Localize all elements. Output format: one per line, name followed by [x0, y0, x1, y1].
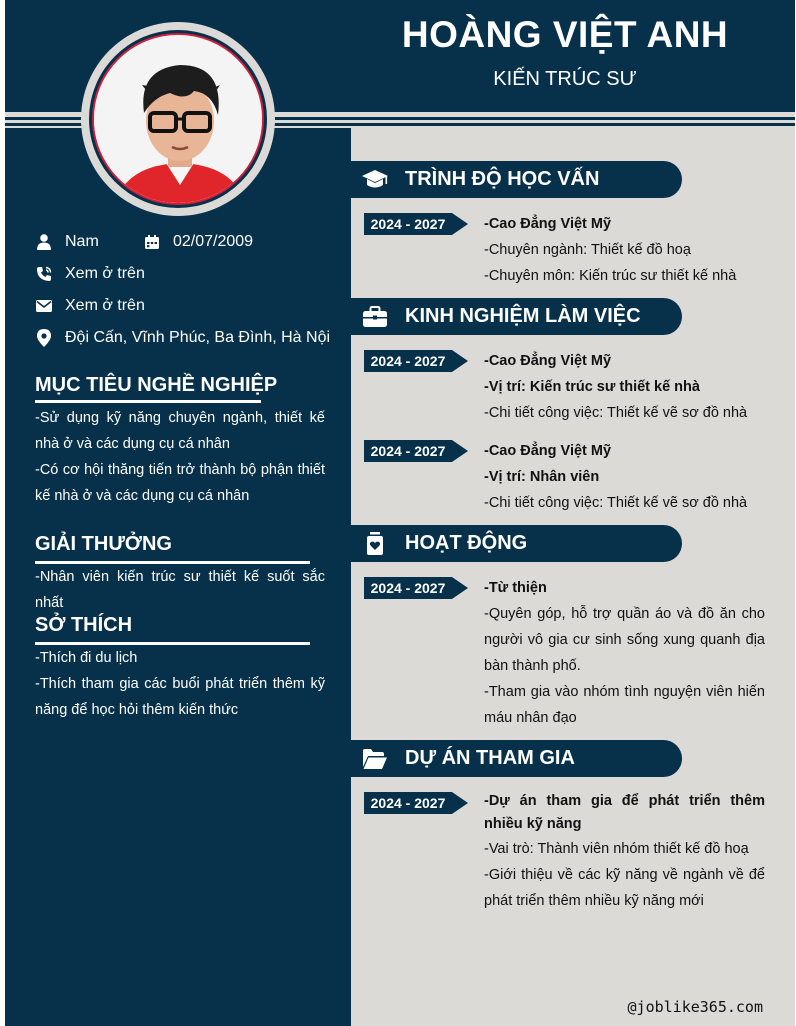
- award-line: -Nhân viên kiến trúc sư thiết kế suốt sắc nhất: [35, 569, 325, 611]
- experience-header: [351, 298, 682, 335]
- calendar-icon: [143, 233, 161, 251]
- objective-heading: MỤC TIÊU NGHỀ NGHIỆP: [35, 374, 278, 396]
- entry-line: -Vai trò: Thành viên nhóm thiết kế đồ hoạ: [484, 841, 749, 857]
- entry-line: -Tham gia vào nhóm tình nguyện viên hiến máu nhân đạo: [484, 684, 765, 726]
- objective-line: -Sử dụng kỹ năng chuyên ngành, thiết kế nhà ở và các dụng cụ cá nhân: [35, 410, 325, 452]
- dob-row: [143, 233, 253, 251]
- entry-org: -Dự án tham gia để phát triển thêm nhiều kỹ năng: [484, 793, 765, 832]
- activities-title: HOẠT ĐỘNG: [405, 532, 528, 554]
- entry-position: -Vị trí: Kiến trúc sư thiết kế nhà: [484, 379, 700, 395]
- experience-date-tag: [364, 440, 468, 462]
- resume-page: [5, 0, 795, 1026]
- education-entry: [484, 211, 765, 289]
- projects-date-tag: [364, 792, 468, 814]
- footer-handle: @joblike365.com: [627, 998, 763, 1016]
- email-row: [35, 297, 145, 315]
- phone-value: Xem ở trên: [65, 265, 145, 282]
- entry-line: -Quyên góp, hỗ trợ quần áo và đồ ăn cho người vô gia cư sinh sống xung quanh địa bàn thành phố.: [484, 606, 765, 674]
- date-label: 2024 - 2027: [364, 213, 452, 235]
- awards-text: [35, 564, 325, 616]
- entry-line: -Chuyên ngành: Thiết kế đồ hoạ: [484, 242, 691, 258]
- education-title: TRÌNH ĐỘ HỌC VẤN: [405, 168, 600, 190]
- entry-org: -Cao Đẳng Việt Mỹ: [484, 443, 612, 459]
- objective-text: [35, 405, 325, 509]
- activities-header: [351, 525, 682, 562]
- projects-title: DỰ ÁN THAM GIA: [405, 747, 575, 769]
- entry-line: -Giới thiệu về các kỹ năng về ngành về để phát triển thêm nhiều kỹ năng mới: [484, 867, 765, 909]
- badge-heart-icon: [355, 532, 395, 556]
- entry-org: -Cao Đẳng Việt Mỹ: [484, 353, 612, 369]
- activities-date-tag: [364, 577, 468, 599]
- address-row: [35, 329, 330, 347]
- envelope-icon: [35, 297, 53, 315]
- experience-date-tag: [364, 350, 468, 372]
- hobby-line: -Thích tham gia các buổi phát triển thêm kỹ năng để học hỏi thêm kiến thức: [35, 676, 325, 718]
- hobbies-text: [35, 645, 325, 723]
- entry-org: -Cao Đẳng Việt Mỹ: [484, 216, 612, 232]
- phone-row: [35, 265, 145, 283]
- hobbies-heading: SỞ THÍCH: [35, 614, 133, 636]
- graduation-cap-icon: [355, 169, 395, 191]
- date-label: 2024 - 2027: [364, 350, 452, 372]
- activities-entry: [484, 575, 765, 731]
- dob-value: 02/07/2009: [173, 233, 254, 250]
- briefcase-icon: [355, 306, 395, 328]
- date-label: 2024 - 2027: [364, 440, 452, 462]
- avatar: [81, 22, 275, 216]
- projects-header: [351, 740, 682, 777]
- entry-org: -Từ thiện: [484, 580, 547, 596]
- address-value: Đội Cấn, Vĩnh Phúc, Ba Đình, Hà Nội: [65, 329, 331, 346]
- profile-photo: [92, 33, 264, 205]
- date-label: 2024 - 2027: [364, 577, 452, 599]
- map-pin-icon: [35, 329, 53, 347]
- experience-title: KINH NGHIỆM LÀM VIỆC: [405, 305, 641, 327]
- entry-line: -Chuyên môn: Kiến trúc sư thiết kế nhà: [484, 268, 737, 284]
- phone-icon: [35, 265, 53, 283]
- projects-entry: [484, 790, 765, 914]
- candidate-role: KIẾN TRÚC SƯ: [493, 68, 637, 90]
- gender-value: Nam: [65, 233, 99, 250]
- objective-rule: [35, 400, 261, 403]
- candidate-name: HOÀNG VIỆT ANH: [401, 14, 729, 55]
- entry-position: -Vị trí: Nhân viên: [484, 469, 600, 485]
- objective-line: -Có cơ hội thăng tiến trở thành bộ phận thiết kế nhà ở và các dụng cụ cá nhân: [35, 462, 325, 504]
- experience-entry: [484, 438, 765, 516]
- folder-open-icon: [355, 748, 395, 770]
- education-date-tag: [364, 213, 468, 235]
- user-icon: [35, 233, 53, 251]
- entry-line: -Chi tiết công việc: Thiết kế vẽ sơ đồ nhà: [484, 495, 748, 511]
- entry-line: -Chi tiết công việc: Thiết kế vẽ sơ đồ nhà: [484, 405, 748, 421]
- email-value: Xem ở trên: [65, 297, 145, 314]
- education-header: [351, 161, 682, 198]
- date-label: 2024 - 2027: [364, 792, 452, 814]
- experience-entry: [484, 348, 765, 426]
- awards-heading: GIẢI THƯỞNG: [35, 533, 172, 555]
- hobby-line: -Thích đi du lịch: [35, 650, 138, 666]
- gender-row: [35, 233, 99, 251]
